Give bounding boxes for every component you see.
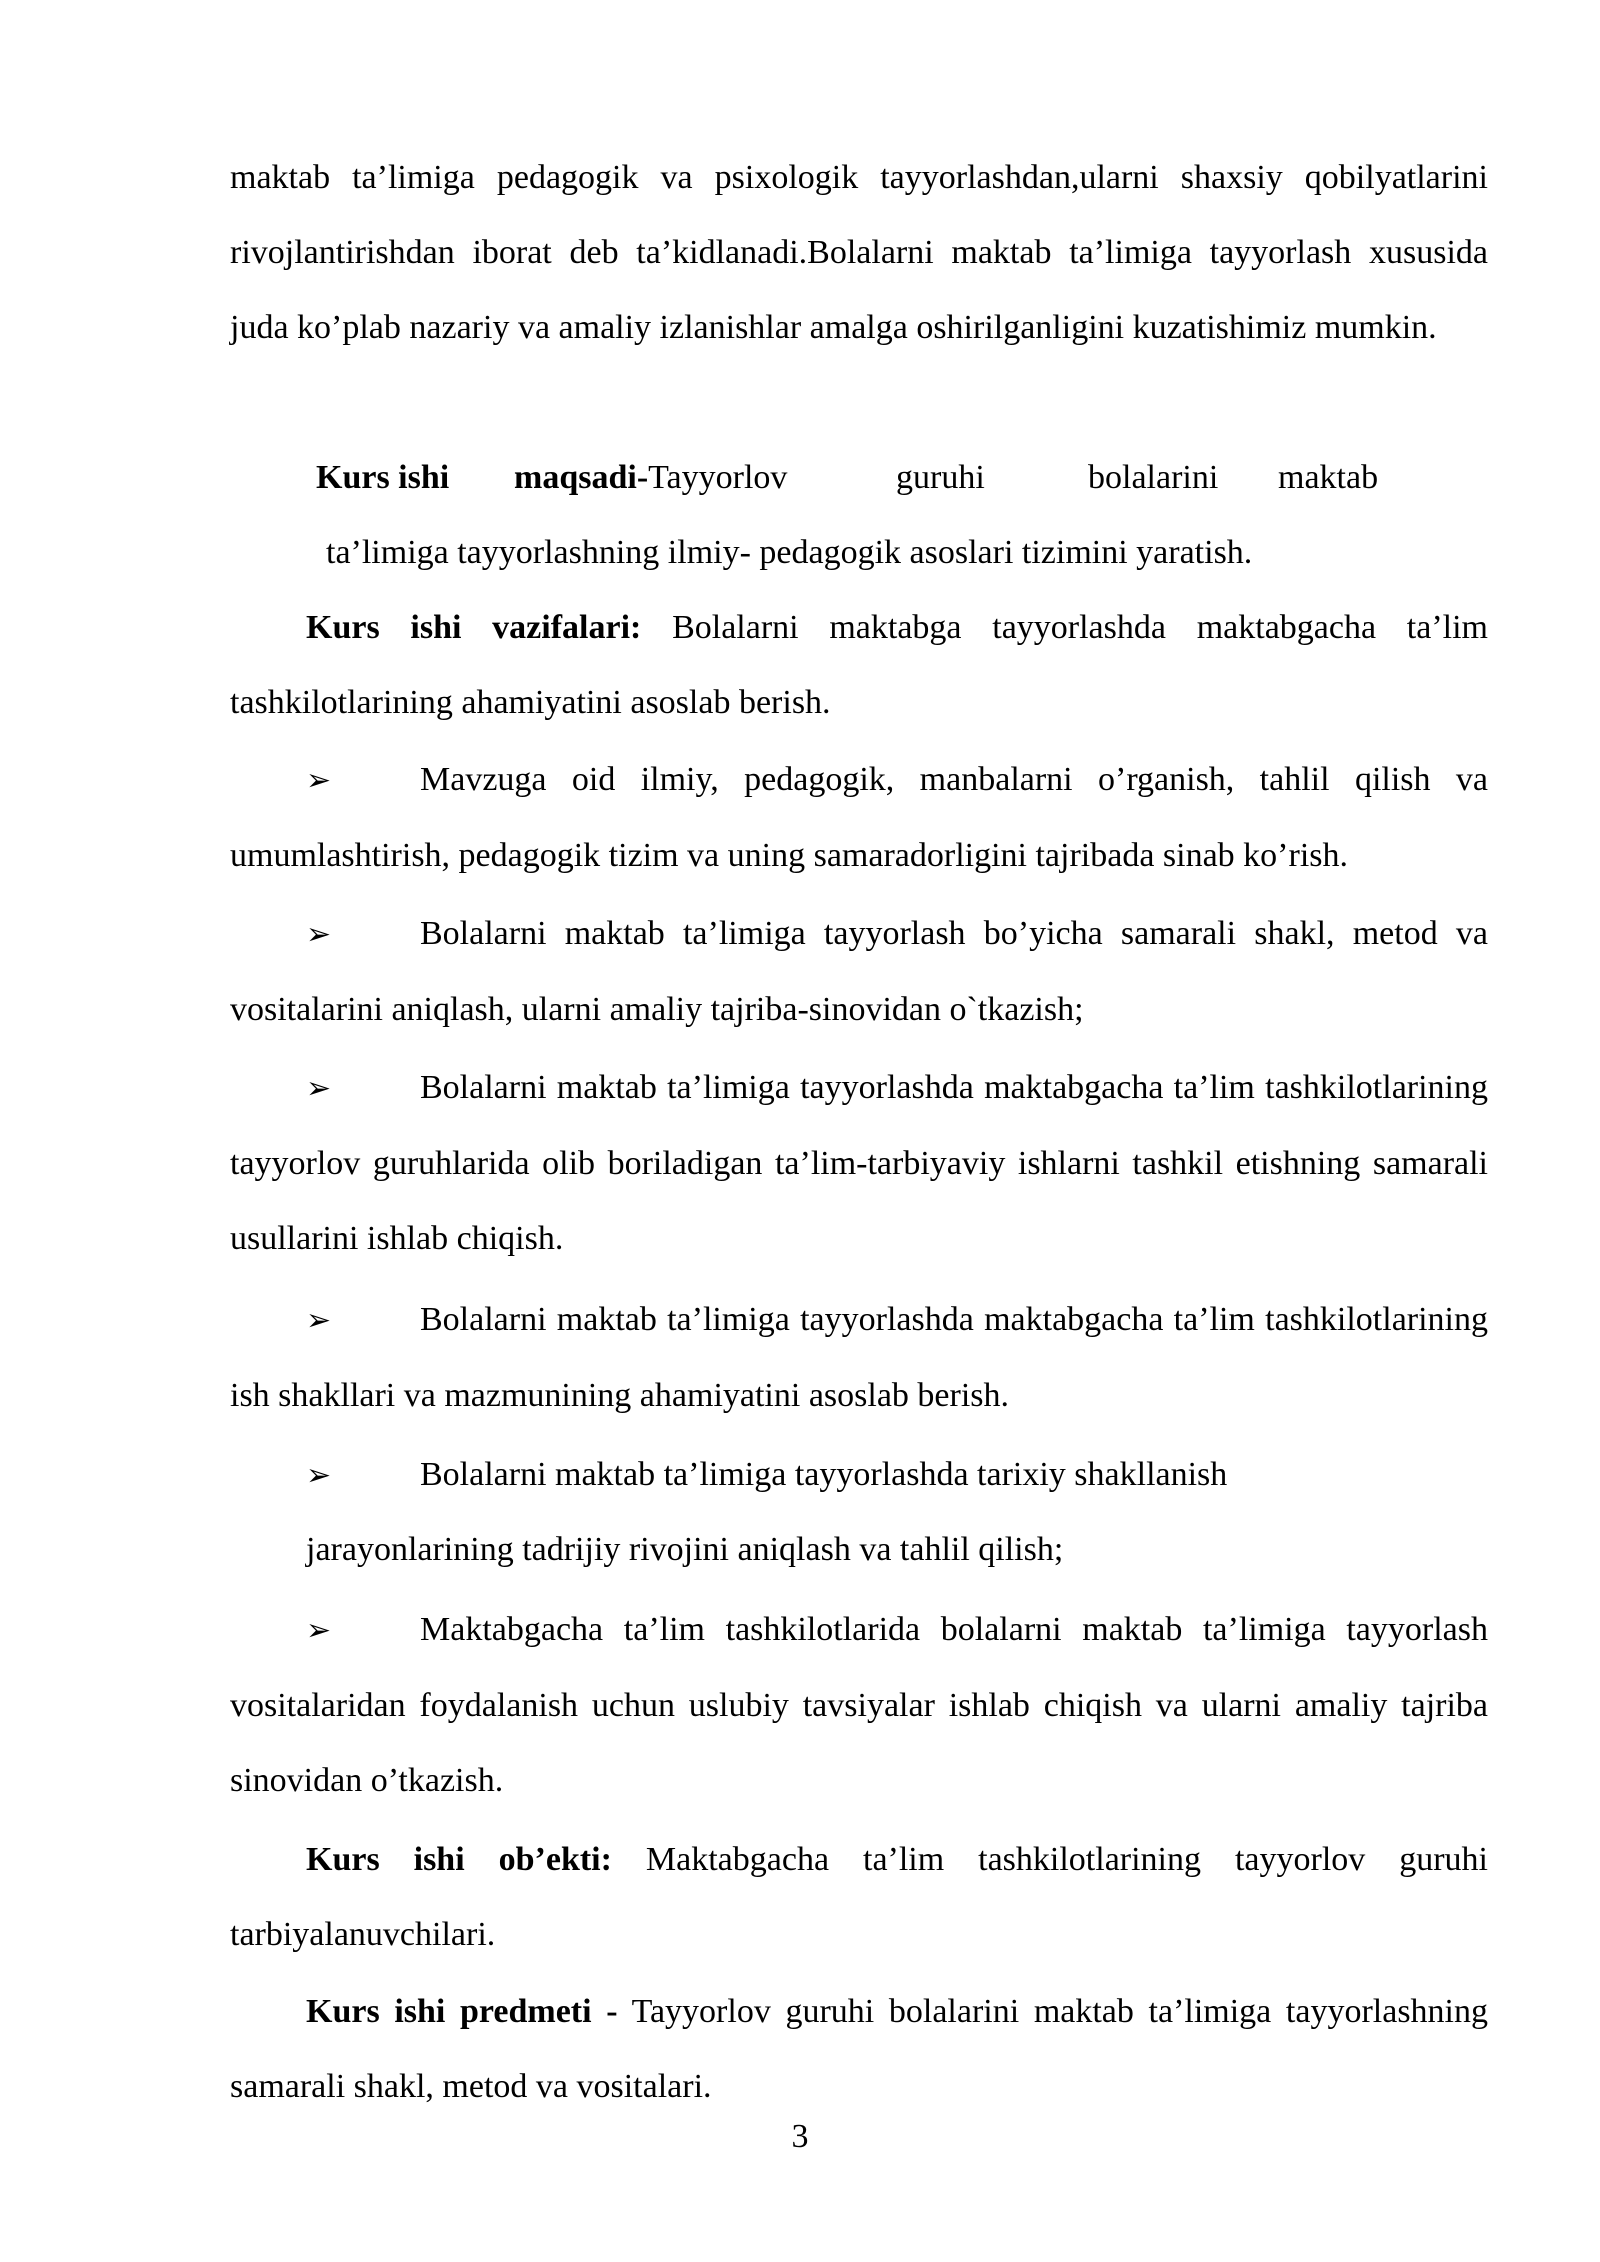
maqsad-label-group [514,440,787,515]
bullet-item-1 [230,742,1488,893]
bullet-item-2 [230,896,1488,1047]
bullet-text-1: Mavzuga oid ilmiy, pedagogik, manbalarni o’rganish, tahlil qilish va umumlashtirish, pedagogik tizim va uning samaradorligini tajribada sinab ko’rish. [230,761,1488,874]
bullet-item-5 [230,1437,1488,1513]
page-number: 3 [791,2118,809,2155]
intro-paragraph: maktab ta’limiga pedagogik va psixologik tayyorlashdan,ularni shaxsiy qobilyatlarini rivojlantirishdan iborat deb ta’kidlanadi.Bolalarni maktab ta’limiga tayyorlash xususida juda ko’plab nazariy va amaliy izlanishlar amalga oshirilganligini kuzatishimiz mumkin. [230,159,1488,346]
arrow-bullet-icon: ➢ [306,1303,332,1338]
maqsad-label-2: maqsadi- [514,459,649,496]
obekti-paragraph [230,1822,1488,1972]
predmeti-label: Kurs ishi predmeti - [306,1993,618,2030]
predmeti-paragraph [230,1974,1488,2124]
maqsad-word-2: guruhi [896,459,985,496]
arrow-bullet-icon: ➢ [306,1613,332,1648]
vazifalar-paragraph [230,590,1488,740]
arrow-bullet-icon: ➢ [306,1458,332,1493]
bullet-text-5-line-2: jarayonlarining tadrijiy rivojini aniqlash va tahlil qilish; [306,1531,1064,1568]
maqsad-word-1: Tayyorlov [648,459,788,496]
bullet-item-6 [230,1592,1488,1818]
bullet-text-2: Bolalarni maktab ta’limiga tayyorlash bo’yicha samarali shakl, metod va vositalarini aniqlash, ularni amaliy tajriba-sinovidan o`tkazish; [230,915,1488,1028]
maqsad-label-1: Kurs ishi [316,459,450,496]
arrow-bullet-icon: ➢ [306,917,332,952]
obekti-label: Kurs ishi ob’ekti: [306,1841,612,1878]
obekti-text: Maktabgacha ta’lim tashkilotlarining tayyorlov guruhi tarbiyalanuvchilari. [230,1841,1488,1953]
predmeti-text: Tayyorlov guruhi bolalarini maktab ta’limiga tayyorlashning samarali shakl, metod va vositalari. [230,1993,1488,2105]
maqsad-line-2: ta’limiga tayyorlashning ilmiy- pedagogik asoslari tizimini yaratish. [326,534,1253,571]
bullet-text-5: Bolalarni maktab ta’limiga tayyorlashda tarixiy shakllanish [420,1456,1228,1493]
arrow-bullet-icon: ➢ [306,763,332,798]
arrow-bullet-icon: ➢ [306,1071,332,1106]
bullet-item-3 [230,1050,1488,1276]
bullet-text-3: Bolalarni maktab ta’limiga tayyorlashda maktabgacha ta’lim tashkilotlarining tayyorlov guruhlarida olib boriladigan ta’lim-tarbiyaviy ishlarni tashkil etishning samarali usullarini ishlab chiqish. [230,1069,1488,1257]
vazifalar-label: Kurs ishi vazifalari: [306,609,642,646]
vazifalar-text: Bolalarni maktabga tayyorlashda maktabgacha ta’lim tashkilotlarining ahamiyatini asoslab berish. [230,609,1488,721]
maqsad-word-4: maktab [1278,459,1379,496]
bullet-item-4 [230,1282,1488,1433]
bullet-text-6: Maktabgacha ta’lim tashkilotlarida bolalarni maktab ta’limiga tayyorlash vositalaridan foydalanish uchun uslubiy tavsiyalar ishlab chiqish va ularni amaliy tajriba sinovidan o’tkazish. [230,1611,1488,1799]
maqsad-word-3: bolalarini [1088,459,1219,496]
bullet-text-4: Bolalarni maktab ta’limiga tayyorlashda maktabgacha ta’lim tashkilotlarining ish shakllari va mazmunining ahamiyatini asoslab berish. [230,1301,1488,1414]
